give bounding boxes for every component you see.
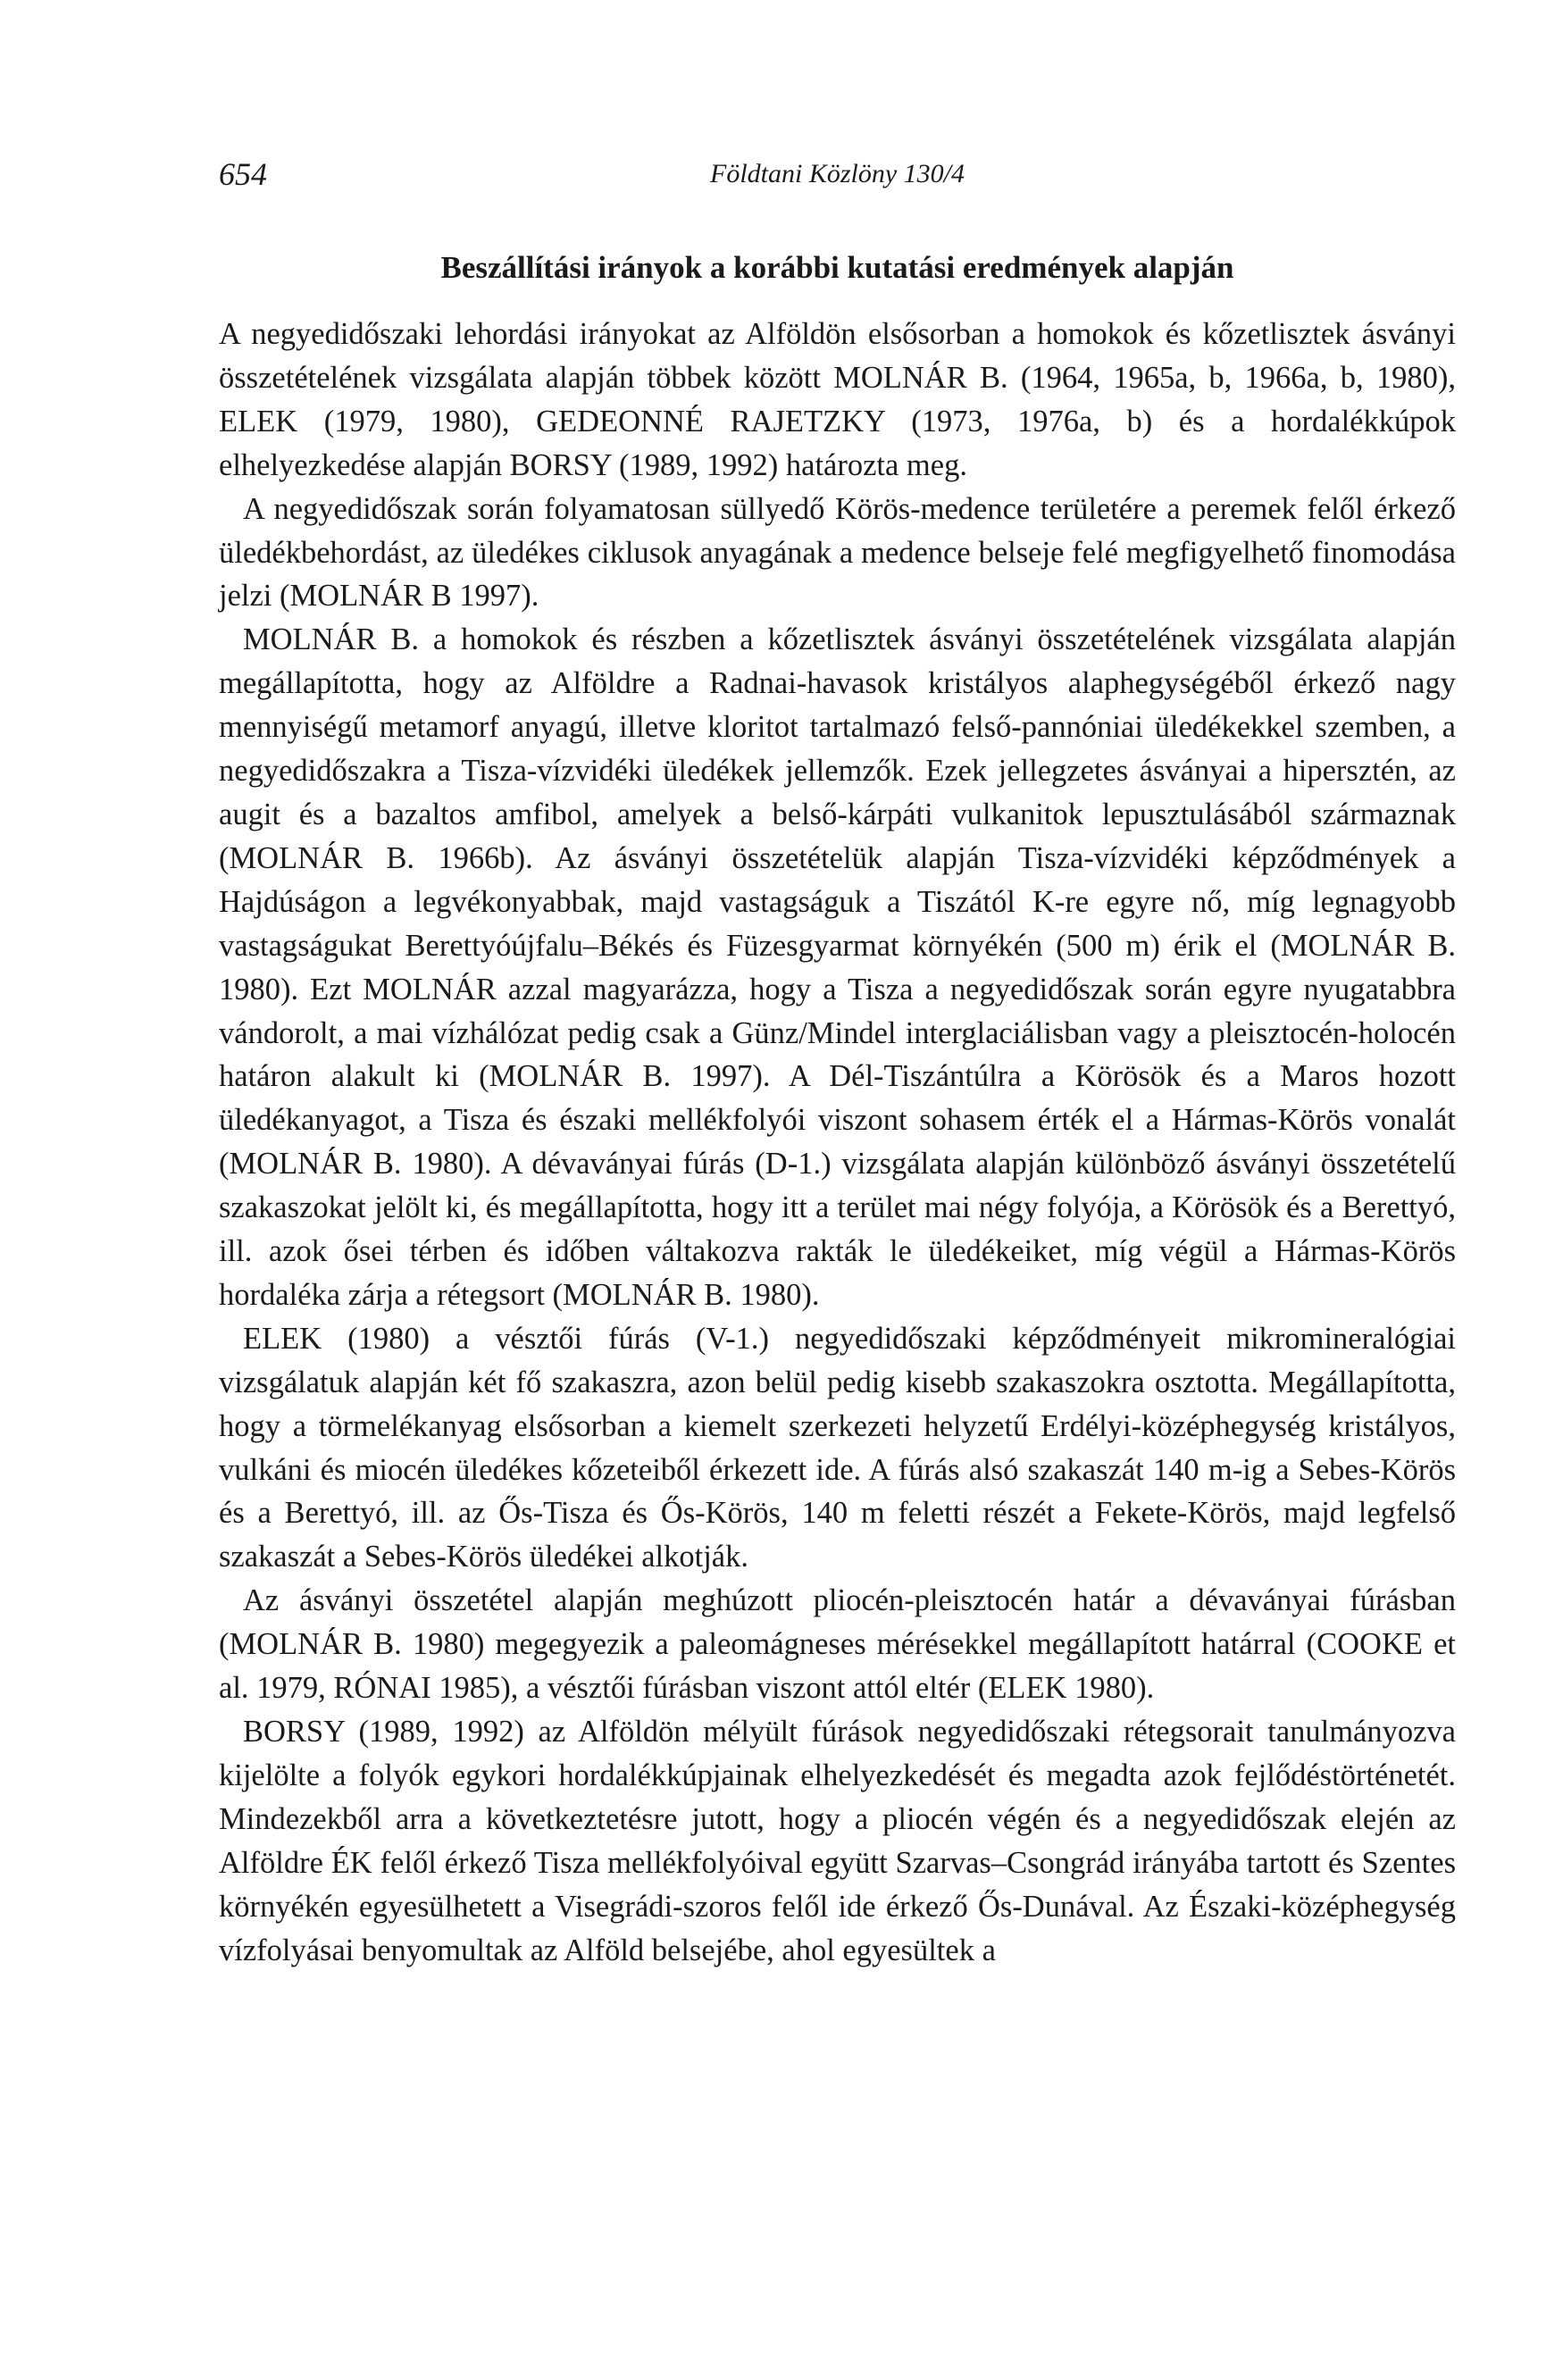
paragraph-6: BORSY (1989, 1992) az Alföldön mélyült fúrások negyedidőszaki rétegsorait tanulmányozva kijelölte a folyók egykori hordalékkúpjainak elhelyezkedését és megadta azok fejlődéstörténetét. Mindezekből arra a következtetésre jutott, hogy a pliocén végén és a negyedidőszak elején az Alföldre ÉK felől érkező Tisza mellékfolyóival együtt Szarvas–Csongrád irányába tartott és Szentes környékén egyesülhetett a Visegrádi-szoros felől ide érkező Ős-Dunával. Az Északi-középhegység vízfolyásai benyomultak az Alföld belsejébe, ahol egyesültek a — [219, 1715, 1456, 1967]
paragraph-4: ELEK (1980) a vésztői fúrás (V-1.) negyedidőszaki képződményeit mikromineralógiai vizsgálatuk alapján két fő szakaszra, azon belül pedig kisebb szakaszokra osztotta. Megállapította, hogy a törmelékanyag elsősorban a kiemelt szerkezeti helyzetű Erdélyi-középhegység kristályos, vulkáni és miocén üledékes kőzeteiből érkezett ide. A fúrás alsó szakaszát 140 m-ig a Sebes-Körös és a Berettyó, ill. az Ős-Tisza és Ős-Körös, 140 m feletti részét a Fekete-Körös, majd legfelső szakaszát a Sebes-Körös üledékei alkotják. — [219, 1321, 1456, 1574]
paragraph-1: A negyedidőszaki lehordási irányokat az Alföldön elsősorban a homokok és kőzetlisztek ásványi összetételének vizsgálata alapján többek között MOLNÁR B. (1964, 1965a, b, 1966a, b, 1980), ELEK (1979, 1980), GEDEONNÉ RAJETZKY (1973, 1976a, b) és a hordalékkúpok elhelyezkedése alapján BORSY (1989, 1992) határozta meg. — [219, 317, 1456, 482]
body-text — [219, 313, 1456, 1972]
running-head — [219, 152, 1456, 196]
paragraph-2: A negyedidőszak során folyamatosan süllyedő Körös-medence területére a peremek felől érkező üledékbehordást, az üledékes ciklusok anyagának a medence belseje felé megfigyelhető finomodása jelzi (MOLNÁR B 1997). — [219, 491, 1456, 614]
journal-title: Földtani Közlöny 130/4 — [710, 159, 965, 188]
paragraph-5: Az ásványi összetétel alapján meghúzott pliocén-pleisztocén határ a dévaványai fúrásban (MOLNÁR B. 1980) megegyezik a paleomágneses mérésekkel megállapított határral (COOKE et al. 1979, RÓNAI 1985), a vésztői fúrásban viszont attól eltér (ELEK 1980). — [219, 1583, 1456, 1706]
section-heading: Beszállítási irányok a korábbi kutatási eredmények alapján — [440, 250, 1234, 285]
page-number: 654 — [219, 156, 267, 192]
paragraph-3: MOLNÁR B. a homokok és részben a kőzetlisztek ásványi összetételének vizsgálata alapján megállapította, hogy az Alföldre a Radnai-havasok kristályos alaphegységéből érkező nagy mennyiségű metamorf anyagú, illetve kloritot tartalmazó felső-pannóniai üledékekkel szemben, a negyedidőszakra a Tisza-vízvidéki üledékek jellemzők. Ezek jellegzetes ásványai a hipersztén, az augit és a bazaltos amfibol, amelyek a belső-kárpáti vulkanitok lepusztulásából származnak (MOLNÁR B. 1966b). Az ásványi összetételük alapján Tisza-vízvidéki képződmények a Hajdúságon a legvékonyabbak, majd vastagságuk a Tiszától K-re egyre nő, míg legnagyobb vastagságukat Berettyóújfalu–Békés és Füzesgyarmat környékén (500 m) érik el (MOLNÁR B. 1980). Ezt MOLNÁR azzal magyarázza, hogy a Tisza a negyedidőszak során egyre nyugatabbra vándorolt, a mai vízhálózat pedig csak a Günz/Mindel interglaciálisban vagy a pleisztocén-holocén határon alakult ki (MOLNÁR B. 1997). A Dél-Tiszántúlra a Körösök és a Maros hozott üledékanyagot, a Tisza és északi mellékfolyói viszont sohasem érték el a Hármas-Körös vonalát (MOLNÁR B. 1980). A dévaványai fúrás (D-1.) vizsgálata alapján különböző ásványi összetételű szakaszokat jelölt ki, és megállapította, hogy itt a terület mai négy folyója, a Körösök és a Berettyó, ill. azok ősei térben és időben váltakozva rakták le üledékeiket, míg végül a Hármas-Körös hordaléka zárja a rétegsort (MOLNÁR B. 1980). — [219, 622, 1456, 1312]
